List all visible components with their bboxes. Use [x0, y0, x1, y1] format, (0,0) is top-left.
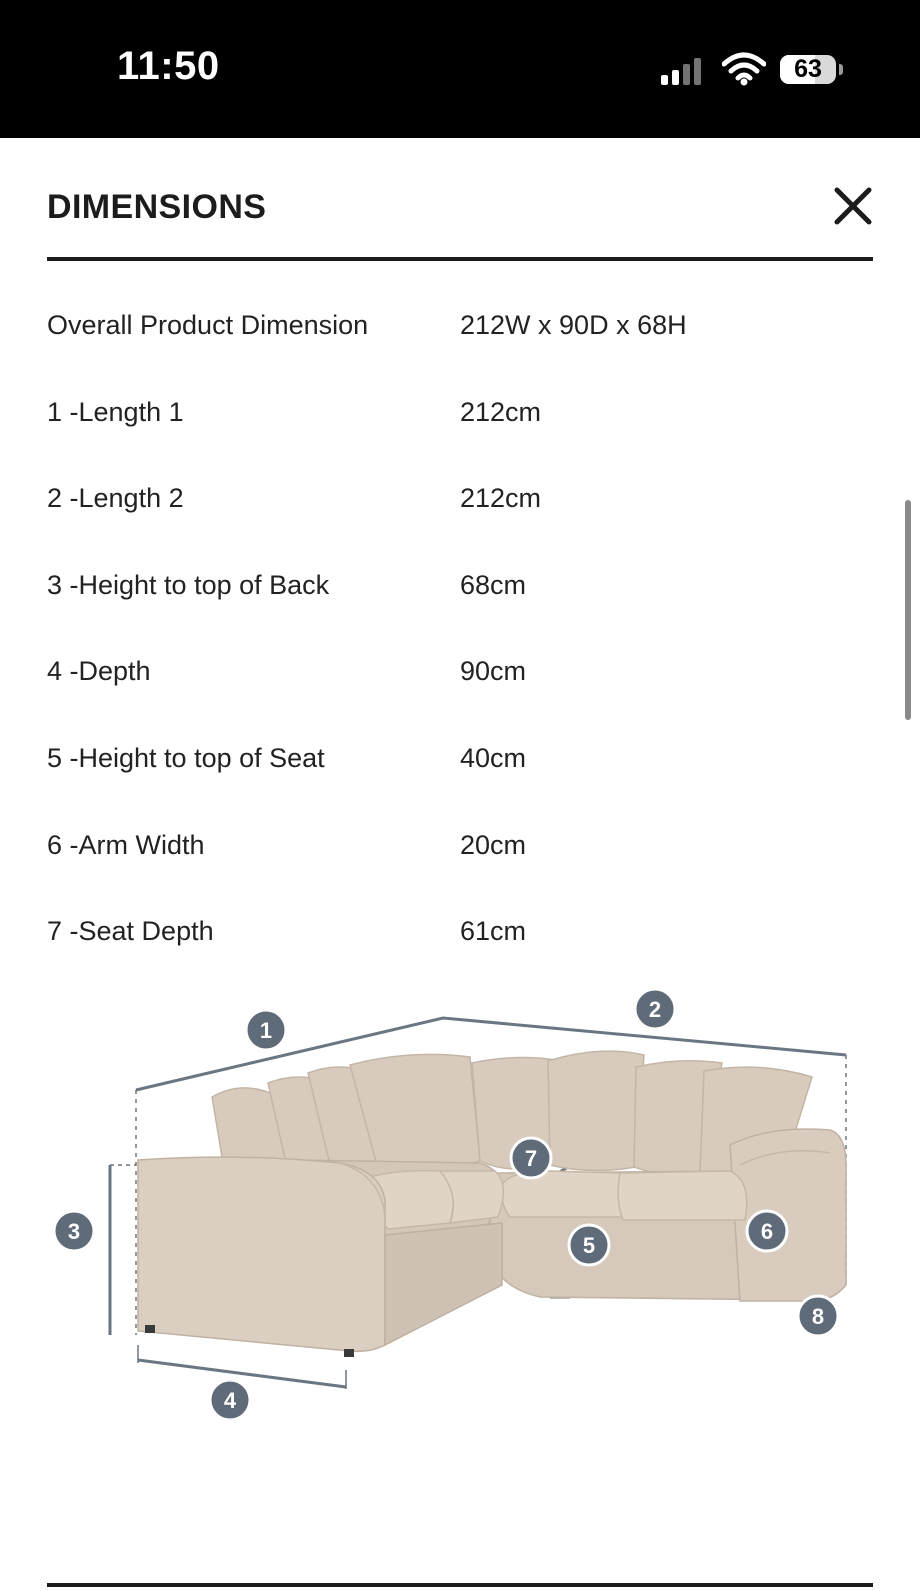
marker-3 — [54, 1211, 94, 1251]
svg-text:8: 8 — [811, 1304, 825, 1329]
signal-icon — [661, 57, 707, 85]
dimension-row-overall — [47, 290, 873, 377]
dimension-row-seat-depth — [47, 896, 873, 983]
dimension-value: 212cm — [460, 483, 542, 514]
dimension-label: 5 -Height to top of Seat — [47, 742, 325, 773]
close-icon[interactable] — [833, 184, 873, 228]
dimensions-table — [47, 290, 873, 983]
dimension-value: 40cm — [460, 742, 527, 773]
dimension-value: 68cm — [460, 569, 527, 600]
battery-icon — [780, 55, 836, 84]
battery-percent: 63 — [794, 55, 822, 83]
battery-tip — [839, 64, 843, 75]
header-divider — [47, 257, 873, 261]
marker-4 — [210, 1380, 250, 1420]
dimension-label: 1 -Length 1 — [47, 396, 184, 427]
dimension-value: 212cm — [460, 396, 542, 427]
dimension-value: 212W x 90D x 68H — [460, 310, 687, 340]
dimension-label: 6 -Arm Width — [47, 829, 205, 860]
dimension-row-back-height — [47, 550, 873, 637]
marker-2 — [635, 989, 675, 1029]
svg-text:1: 1 — [259, 1018, 273, 1043]
marker-6 — [747, 1211, 787, 1251]
status-time: 11:50 — [117, 44, 220, 88]
sheet-header — [47, 180, 873, 262]
dimension-row-depth — [47, 636, 873, 723]
dimension-value: 90cm — [460, 656, 527, 687]
svg-text:6: 6 — [760, 1219, 774, 1244]
scrollbar[interactable] — [905, 500, 911, 720]
wifi-icon — [722, 52, 766, 86]
svg-text:7: 7 — [524, 1146, 538, 1171]
status-bar — [0, 0, 920, 138]
dimension-value: 20cm — [460, 829, 527, 860]
page-title: DIMENSIONS — [47, 188, 267, 226]
svg-text:5: 5 — [582, 1233, 596, 1258]
marker-8 — [798, 1296, 838, 1336]
dimension-label: 7 -Seat Depth — [47, 916, 214, 947]
marker-1 — [246, 1010, 286, 1050]
dimension-row-length-1 — [47, 377, 873, 464]
dimension-value: 61cm — [460, 916, 527, 947]
footer-divider — [47, 1583, 873, 1587]
svg-text:4: 4 — [223, 1388, 237, 1413]
dimension-row-length-2 — [47, 463, 873, 550]
sofa-dimension-diagram — [40, 985, 880, 1425]
sofa-illustration — [138, 1051, 846, 1357]
marker-7 — [511, 1138, 551, 1178]
dimension-label: 3 -Height to top of Back — [47, 569, 330, 600]
dimension-label: 2 -Length 2 — [47, 483, 184, 514]
dimension-row-seat-height — [47, 723, 873, 810]
svg-text:3: 3 — [67, 1219, 81, 1244]
dimension-label: Overall Product Dimension — [47, 310, 369, 340]
dimension-label: 4 -Depth — [47, 656, 151, 687]
marker-5 — [569, 1225, 609, 1265]
dimension-row-arm-width — [47, 810, 873, 897]
svg-text:2: 2 — [648, 997, 662, 1022]
